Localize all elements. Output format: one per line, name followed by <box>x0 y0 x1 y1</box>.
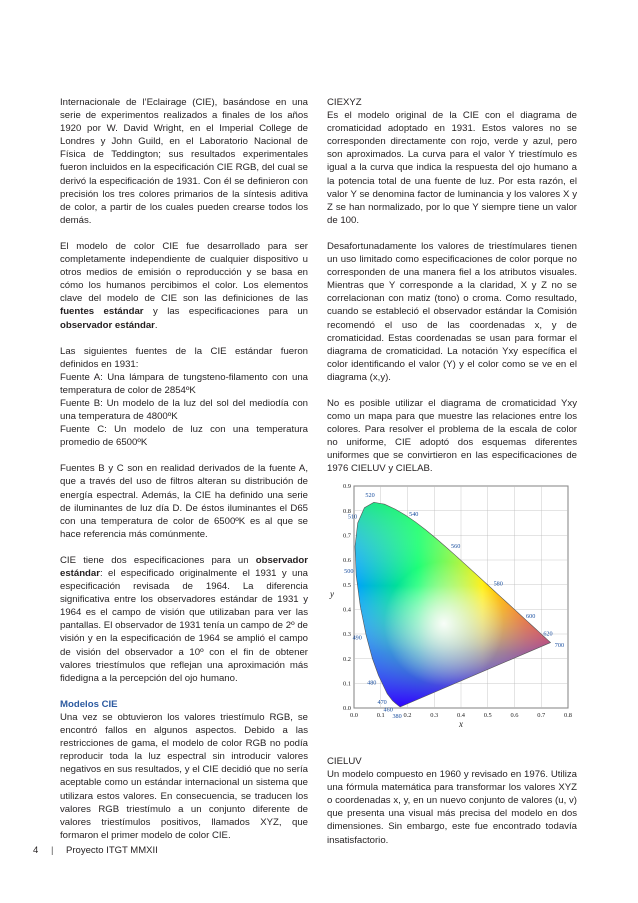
x-tick-label: 0.8 <box>564 712 572 719</box>
x-tick-label: 0.4 <box>457 712 465 719</box>
y-axis-label: y <box>330 589 334 599</box>
cieluv-section <box>327 755 577 847</box>
x-tick-label: 0.6 <box>510 712 519 719</box>
y-tick-label: 0.5 <box>343 581 351 589</box>
wavelength-label: 580 <box>493 580 503 588</box>
wavelength-label: 520 <box>365 492 375 500</box>
x-tick-label: 0.1 <box>376 712 385 719</box>
cieluv-paragraph: Un modelo compuesto en 1960 y revisado en 1976. Utiliza una fórmula matemática para transformar los valores XYZ o coordenadas x, y, en un nuevo conjunto de valores (u, v) que presenta una visual más precisa del modelo en dos dimensiones. Sin embargo, este fue encontrado todavía insatisfactorio. <box>327 769 577 846</box>
right-column <box>327 96 577 489</box>
source-c: Fuente C: Un modelo de luz con una temperatura promedio de 6500ºK <box>60 424 308 449</box>
wavelength-label: 380 <box>392 713 402 721</box>
y-tick-label: 0.4 <box>343 606 351 614</box>
chromaticity-svg <box>326 480 578 732</box>
modelos-cie-heading: Modelos CIE <box>60 698 118 710</box>
y-tick-label: 0.7 <box>343 532 351 540</box>
x-tick-label: 0.2 <box>403 712 412 719</box>
wavelength-label: 460 <box>383 706 393 714</box>
modelos-paragraph: Una vez se obtuvieron los valores triestímulo RGB, se encontró fallos en algunos aspectos. Debido a las restricciones de gama, el modelo de color RGB no podía reproducir toda la luz espectral sin introducir valores negativos en sus resultados, y el CIE decidió que no sería aceptable como un estándar internacional un sistema que utilizara estos valores. En consecuencia, se traducen los valores RGB triestímulo a un conjunto diferente de valores triestímulos positivos, llamados XYZ, que formaron el primer modelo de color CIE. <box>60 711 308 841</box>
y-tick-label: 0.0 <box>343 705 351 713</box>
source-a: Fuente A: Una lámpara de tungsteno-filamento con una temperatura de color de 2854ºK <box>60 371 308 396</box>
y-tick-label: 0.2 <box>343 655 351 663</box>
text-span: . <box>154 319 158 331</box>
observer-paragraph <box>60 554 308 685</box>
chromaticity-chart <box>326 480 578 732</box>
cie-model-paragraph <box>60 240 308 332</box>
y-tick-label: 0.3 <box>343 631 351 639</box>
text-span: CIE tiene dos especificaciones para un <box>60 554 256 566</box>
ciexyz-paragraph: Es el modelo original de la CIE con el diagrama de cromaticidad adoptado en 1931. Estos valores no se corresponden directamente con rojo, verde y azul, pero son aproximados. La curva para el valor Y triestímulo es igual a la curva que indica la respuesta del ojo humano a la potencia total de una fuente de luz. Por esta razón, el valor Y se denomina factor de luminancia y los valores X y Z se han normalizado, por lo que Y siempre tiene un valor de 100. <box>327 110 577 226</box>
y-tick-label: 0.9 <box>343 483 351 491</box>
x-axis-label: x <box>459 719 463 729</box>
x-tick-label: 0.0 <box>350 712 358 719</box>
ciexyz-heading: CIEXYZ <box>327 97 362 108</box>
wavelength-label: 500 <box>344 568 354 576</box>
x-tick-label: 0.7 <box>537 712 546 719</box>
y-tick-label: 0.8 <box>343 507 351 515</box>
tristimulus-paragraph: Desafortunadamente los valores de triestímulares tienen un uso limitado como especificaciones de color porque no corresponden de una manera fiel a los atributos visuales. Mientras que Y corresponde a la claridad, X y Z no se correlacionan con matiz (tono) o croma. Como resultado, cuando se estableció el observador estándar la Comisión recomendó el uso de las coordenadas x, y de cromaticidad. Estas coordenadas se usan para formar el diagrama de cromaticidad. La notación Yxy específica el color identificando el valor (Y) y el color como se ve en el diagrama (x,y). <box>327 240 577 383</box>
wavelength-label: 560 <box>451 543 461 551</box>
wavelength-label: 540 <box>409 511 419 519</box>
wavelength-label: 490 <box>352 634 362 642</box>
observador-estandar-term: observador estándar <box>60 319 155 331</box>
uniform-paragraph: No es posible utilizar el diagrama de cromaticidad Yxy como un mapa para que muestre las relaciones entre los colores. Para resolver el problema de la escala de color no uniforme, CIE adoptó dos esquemas diferentes uniformes que se convirtieron en las especificaciones de 1976 CIELUV y CIELAB. <box>327 397 577 475</box>
cieluv-heading: CIELUV <box>327 756 362 767</box>
fuentes-estandar-term: fuentes estándar <box>60 306 144 318</box>
wavelength-label: 620 <box>543 630 553 638</box>
text-span: y las especificaciones para un <box>143 306 309 318</box>
wavelength-label: 480 <box>367 679 377 687</box>
wavelength-label: 510 <box>347 513 358 521</box>
x-tick-label: 0.3 <box>430 712 439 719</box>
y-tick-label: 0.6 <box>343 557 351 565</box>
illuminants-paragraph: Fuentes B y C son en realidad derivados de la fuente A, que a través del uso de filtros alteran su distribución de energía espectral. Además, la CIE ha definido una serie de iluminantes de luz día D. De éstos iluminantes el D65 con una temperatura de color de 6500ºK es al que se hace referencia más comúnmente. <box>60 463 308 540</box>
left-column <box>60 96 308 855</box>
x-tick-label: 0.5 <box>483 712 492 719</box>
wavelength-label: 470 <box>377 699 387 707</box>
source-b: Fuente B: Un modelo de la luz del sol del mediodía con una temperatura de 4800ºK <box>60 397 308 423</box>
wavelength-label: 700 <box>554 641 565 649</box>
observador-estandar-term-2: observador estándar <box>60 554 308 579</box>
intro-paragraph: Internacionale de l’Eclairage (CIE), basándose en una serie de experimentos realizados a finales de los años 1920 por W. David Wright, en el Imperial College de Londres y John Guild, en el Laboratorio Nacional de Física de Teddington; sus resultados experimentales fueron incluidos en la especificación CIE RGB, del cual se derivó la especificación de 1931. Con él se definieron con precisión los tres colores primarios de la síntesis aditiva de color, a partir de los cuales pueden crearse todos los demás. <box>60 97 308 226</box>
text-span: El modelo de color CIE fue desarrollado para ser completamente independiente de cualquier dispositivo u otros medios de emisión o reproducción y se basa en cómo los humanos percibimos el color. Los elementos clave del modelo de CIE son las definiciones de las <box>60 240 308 305</box>
sources-intro: Las siguientes fuentes de la CIE estándar fueron definidos en 1931: <box>60 345 308 370</box>
footer-title: Proyecto ITGT MMXII <box>66 845 158 856</box>
y-tick-label: 0.1 <box>343 680 351 688</box>
text-span: : el especificado originalmente el 1931 y una especificación revisada de 1964. La diferencia significativa entre los observadores estándar de 1931 y 1964 es el campo de visión que utilizaban para ver las pantallas. El observador de 1931 tenía un campo de 2º de visión y en la especificación de 1964 se amplió el campo de visión del observador a 10º con el fin de obtener valores triestímulos que reflejan una aproximación más fidedigna a la percepción del ojo humano. <box>60 568 308 684</box>
page-footer <box>33 845 158 856</box>
wavelength-label: 600 <box>526 612 536 620</box>
page-number: 4 <box>33 845 39 856</box>
footer-separator: | <box>50 845 54 856</box>
